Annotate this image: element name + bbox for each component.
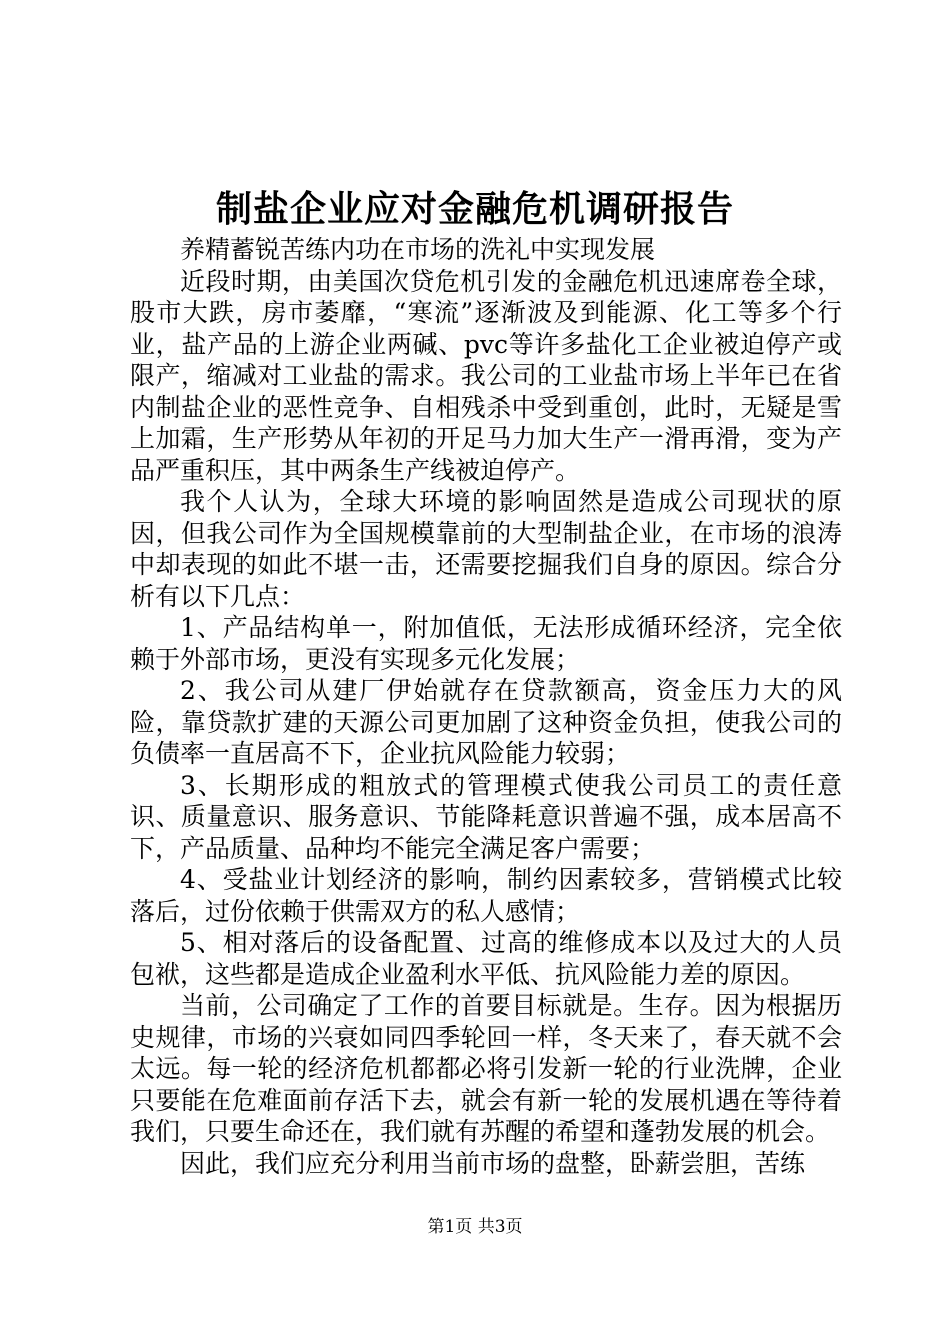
body-paragraph: 近段时期，由美国次贷危机引发的金融危机迅速席卷全球，股市大跌，房市萎靡，“寒流”逐渐波及到能源、化工等多个行业，盐产品的上游企业两碱、pvc等许多盐化工企业被迫停产或限产，缩减对工业盐的需求。我公司的工业盐市场上半年已在省内制盐企业的恶性竞争、自相残杀中受到重创，此时，无疑是雪上加霜，生产形势从年初的开足马力加大生产一滑再滑，变为产品严重积压，其中两条生产线被迫停产。 <box>130 266 842 485</box>
document-title: 制盐企业应对金融危机调研报告 <box>215 188 734 230</box>
list-item-paragraph: 4、受盐业计划经济的影响，制约因素较多，营销模式比较落后，过份依赖于供需双方的私人感情； <box>130 865 842 926</box>
body-paragraph: 因此，我们应充分利用当前市场的盘整，卧薪尝胆，苦练 <box>180 1148 806 1178</box>
body-paragraph: 当前，公司确定了工作的首要目标就是。生存。因为根据历史规律，市场的兴衰如同四季轮回一样，冬天来了，春天就不会太远。每一轮的经济危机都都必将引发新一轮的行业洗牌，企业只要能在危难面前存活下去，就会有新一轮的发展机遇在等待着我们，只要生命还在，我们就有苏醒的希望和蓬勃发展的机会。 <box>130 991 842 1146</box>
list-item-paragraph: 2、我公司从建厂伊始就存在贷款额高，资金压力大的风险，靠贷款扩建的天源公司更加剧了这种资金负担，使我公司的负债率一直居高不下，企业抗风险能力较弱； <box>130 676 842 768</box>
page-footer: 第1页 共3页 <box>427 1217 523 1237</box>
list-item-paragraph: 5、相对落后的设备配置、过高的维修成本以及过大的人员包袱，这些都是造成企业盈利水平低、抗风险能力差的原因。 <box>130 928 842 989</box>
list-item-paragraph: 3、长期形成的粗放式的管理模式使我公司员工的责任意识、质量意识、服务意识、节能降耗意识普遍不强，成本居高不下，产品质量、品种均不能完全满足客户需要； <box>130 770 842 863</box>
list-item-paragraph: 1、产品结构单一，附加值低，无法形成循环经济，完全依赖于外部市场，更没有实现多元化发展； <box>130 613 842 674</box>
document-body <box>130 234 842 1179</box>
subtitle-paragraph: 养精蓄锐苦练内功在市场的洗礼中实现发展 <box>180 235 656 264</box>
body-paragraph: 我个人认为，全球大环境的影响固然是造成公司现状的原因，但我公司作为全国规模靠前的大型制盐企业，在市场的浪涛中却表现的如此不堪一击，还需要挖掘我们自身的原因。综合分析有以下几点： <box>130 487 842 611</box>
